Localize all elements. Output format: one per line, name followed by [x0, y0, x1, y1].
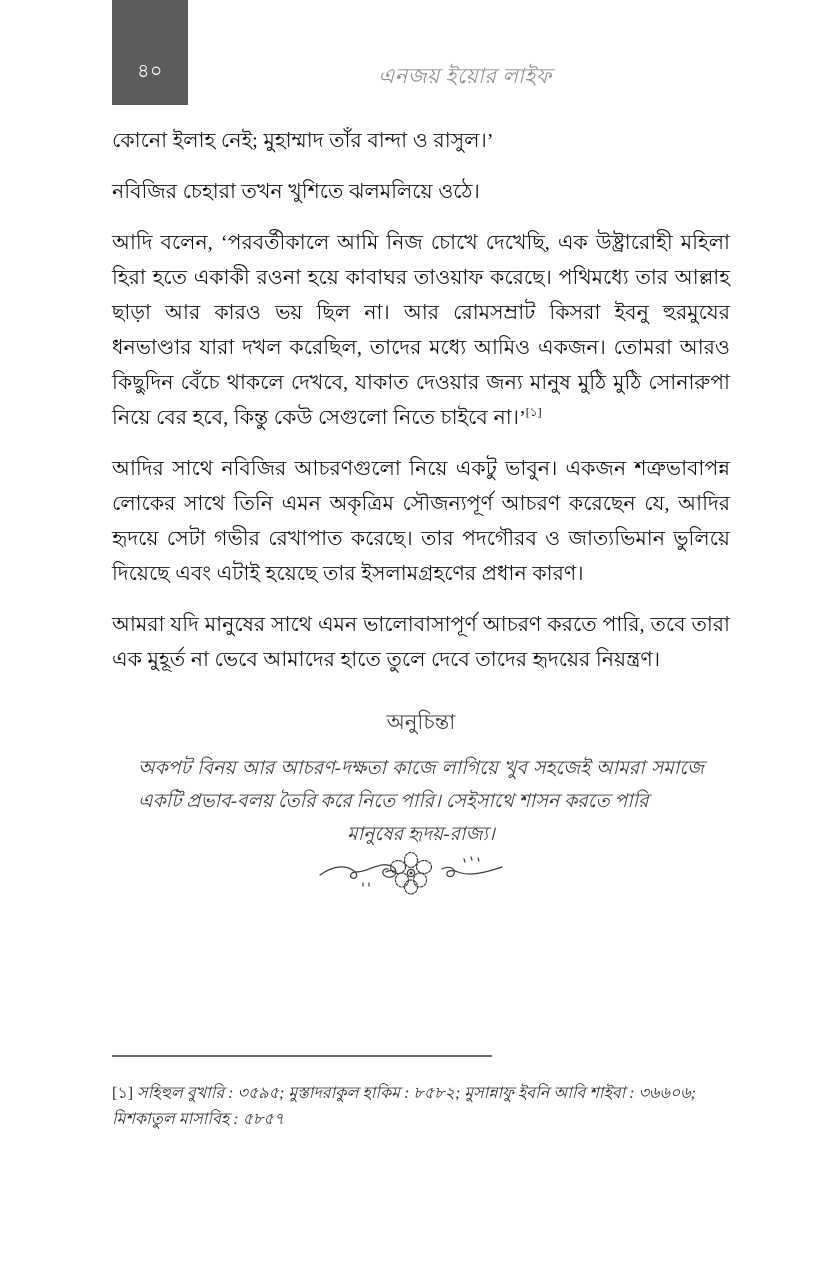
text-column: [112, 124, 730, 851]
flower-center-dot: [410, 872, 413, 875]
page-number-box: [112, 0, 188, 105]
footnote-entry: [112, 1081, 730, 1133]
footnote-body: সহিহুল বুখারি : ৩৫৯৫; মুস্তাদরাকুল হাকিম : ৮৫৮২; মুসান্নাফু ইবনি আবি শাইবা : ৩৬৬০৬; মিশকাতুল মাসাবিহ : ৫৮৫৭: [112, 1085, 696, 1128]
reflection-quote-last-line: মানুষের হৃদয়-রাজ্য।: [347, 824, 495, 845]
paragraph-with-footnote: [112, 226, 730, 436]
running-title: এনজয় ইয়োর লাইফ: [378, 64, 552, 88]
page-number: ৪০: [137, 61, 163, 82]
footnote-separator-rule: [112, 1055, 492, 1057]
paragraph: কোনো ইলাহ নেই; মুহাম্মাদ তাঁর বান্দা ও রাসুল।’: [112, 130, 494, 152]
page-header: [0, 0, 822, 108]
footnote-marker: [১]: [112, 1085, 134, 1102]
floral-divider-ornament: [316, 845, 506, 895]
section-divider: [0, 845, 822, 895]
paragraph-text: আদি বলেন, ‘পরবর্তীকালে আমি নিজ চোখে দেখেছি, এক উষ্ট্রারোহী মহিলা হিরা হতে একাকী রওনা হয়ে কাবাঘর তাওয়াফ করেছে। পথিমধ্যে তার আল্লাহ ছাড়া আর কারও ভয় ছিল না। আর রোমসম্রাট কিসরা ইবনু হুরমুযের ধনভাণ্ডার যারা দখল করেছিল, তাদের মধ্যে আমিও একজন। তোমরা আরও কিছুদিন বেঁচে থাকলে দেখবে, যাকাত দেওয়ার জন্য মানুষ মুঠি মুঠি সোনারুপা নিয়ে বের হবে, কিন্তু কেউ সেগুলো নিতে চাইবে না।’: [112, 232, 730, 429]
reflection-heading: অনুচিন্তা: [386, 710, 456, 734]
paragraph: নবিজির চেহারা তখন খুশিতে ঝলমলিয়ে ওঠে।: [112, 181, 480, 203]
footnote-area: [112, 1055, 730, 1133]
paragraph: আদির সাথে নবিজির আচরণগুলো নিয়ে একটু ভাবুন। একজন শত্রুভাবাপন্ন লোকের সাথে তিনি এমন অকৃত্রিম সৌজন্যপূর্ণ আচরণ করেছেন যে, আদির হৃদয়ে সেটা গভীর রেখাপাত করেছে। তার পদগৌরব ও জাত্যভিমান ভুলিয়ে দিয়েছে এবং এটাই হয়েছে তার ইসলামগ্রহণের প্রধান কারণ।: [112, 458, 730, 585]
paragraph: আমরা যদি মানুষের সাথে এমন ভালোবাসাপূর্ণ আচরণ করতে পারি, তবে তারা এক মুহূর্ত না ভেবে আমাদের হাতে তুলে দেবে তাদের হৃদয়ের নিয়ন্ত্রণ।: [112, 614, 730, 671]
reflection-quote: [138, 752, 704, 851]
reflection-quote-text: অকপট বিনয় আর আচরণ-দক্ষতা কাজে লাগিয়ে খুব সহজেই আমরা সমাজে একটি প্রভাব-বলয় তৈরি করে নিতে পারি। সেইসাথে শাসন করতে পারি: [138, 758, 704, 812]
footnote-reference-marker[interactable]: [১]: [525, 405, 542, 420]
